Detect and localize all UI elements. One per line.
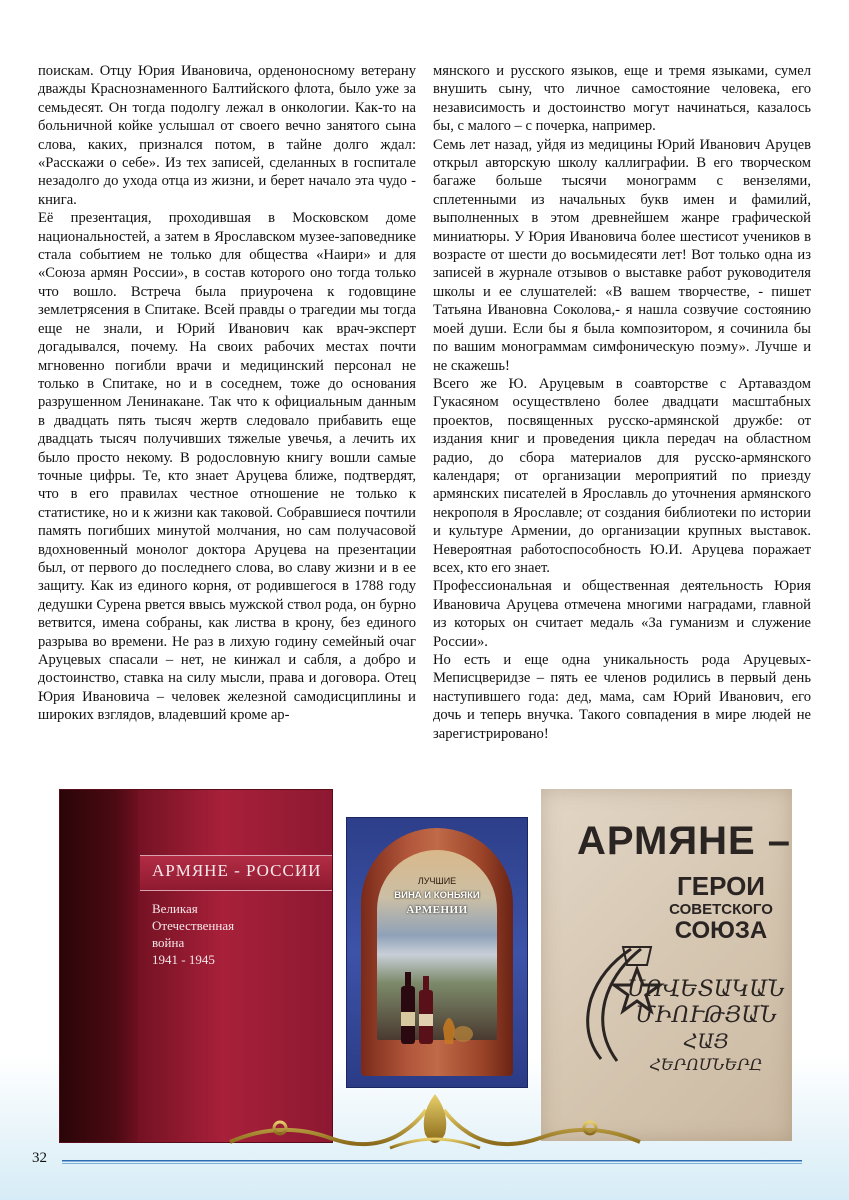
book-title-line: ЛУЧШИЕ — [417, 876, 457, 886]
book-title-line: ВИНА И КОНЬЯКИ — [394, 890, 480, 901]
book-title-line: СОЮЗА — [674, 917, 768, 944]
armenian-title-line: ՄԻՈՒԹՅԱՆ — [635, 1003, 777, 1028]
paragraph: мянского и русского языков, еще и тремя языками, сумел внушить сыну, что личное самостояние человека, его независимость и достоинство могут начинаться, казалось бы, с малого – с почерка, например. — [433, 63, 811, 135]
paragraph: Всего же Ю. Аруцевым в соавторстве с Артаваздом Гукасяном осуществлено более двадцати масштабных проектов, посвященных русско-армянской дружбе: от издания книг и проведения цикла передач на областном радио, до сбора материалов для русско-армянского календаря; от организации мероприятий по приезду армянских писателей в Ярославль до уточнения армянского некрополя в Ярославле; от создания библиотеки по истории и культуре Армении, до организации крупных выставок. Невероятная работоспособность Ю.И. Аруцева поражает всех, кто его знает. — [433, 375, 811, 576]
paragraph: Её презентация, проходившая в Московском доме национальностей, а затем в Ярославском музее-заповеднике стала событием не только для общества «Наири» и для «Союза армян России», в состав которого оно тогда только что вошло. Встреча была приурочена к годовщине землетрясения в Спитаке. Всей правды о трагедии мы тогда еще не знали, и Юрий Иванович как врач-эксперт догадывался, почему. На своих рабочих местах почти мгновенно погибли врачи и медицинский персонал не только в Спитаке, но и в соседнем, тоже до основания разрушенном Ленинакане. Так что к официальным данным в двадцать пять тысяч жертв следовало прибавить еще двадцать тысяч получивших тяжелые увечья, а лечить их было просто некому. В родословную книгу вошли самые точные цифры. Те, кто знает Аруцева ближе, подтвердят, что в его правилах честное отношение не только к статистике, но и к жизни как таковой. Собравшиеся почтили память погибших минутой молчания, но сам получасовой вдохновенный монолог доктора Аруцева на презентации был, от первого до последнего слова, во славу жизни и в ее защиту. Как из единого корня, от родившегося в 1788 году дедушки Сурена рвется ввысь мужской ствол рода, он бурно ветвится, имена собраны, как листва в крону, без единого разрыва во времени. Не раз в лихую годину семейный очаг Аруцевых спасали – нет, не кинжал и сабля, а добро и достоинство, ставка на силу мысли, права и договора. Отец Юрия Ивановича – человек железной самодисциплины и широких взглядов, владевший кроме ар- — [38, 210, 416, 724]
book-title-line: АРМЕНИИ — [406, 904, 468, 916]
book-cover-armenians-heroes — [541, 789, 792, 1141]
book-title-line: СОВЕТСКОГО — [669, 901, 773, 918]
subtitle-line: Великая — [152, 901, 198, 916]
armenian-title-line: ՀԱՅ — [683, 1029, 729, 1053]
armenian-title-line: ՀԵՐՈՍՆԵՐԸ — [649, 1055, 763, 1074]
subtitle-line: война — [152, 935, 185, 950]
armenian-title-line: ՍՈՎԵՏԱԿԱՆ — [627, 977, 785, 1002]
paragraph: Профессиональная и общественная деятельность Юрия Ивановича Аруцева отмечена многими наградами, главной из которых он считает медаль «За гуманизм и служение России». — [433, 578, 811, 650]
book-spine — [60, 790, 138, 1142]
book-cover-best-wines-cognacs — [346, 817, 528, 1088]
book-title-line: АРМЯНЕ – — [577, 819, 792, 863]
book-title-line: ГЕРОИ — [677, 871, 765, 901]
subtitle-line: 1941 - 1945 — [152, 952, 215, 967]
footer-divider — [62, 1158, 802, 1166]
text-column-right — [433, 62, 811, 743]
paragraph: Семь лет назад, уйдя из медицины Юрий Иванович Аруцев открыл авторскую школу каллиграфии. В его творческом багаже больше тысячи монограмм с вензелями, сплетенными из начальных букв имен и фамилий, выполненных в этом древнейшем жанре графической миниатюры. У Юрия Ивановича более шестисот учеников в возрасте от шести до восьмидесяти лет! Вот только одна из записей в журнале отзывов о выставке работ руководителя школы и ее слушателей: «В вашем творчестве, - пишет Татьяна Ивановна Соколова,- я нашла созвучие состоянию моей души. Если бы я была композитором, я сочинила бы по вашим монограммам симфоническую поэму». Лучше и не скажешь! — [433, 136, 811, 374]
ornament-icon — [220, 1090, 650, 1160]
bottles-illustration — [391, 968, 481, 1048]
paragraph: поискам. Отцу Юрия Ивановича, орденоносному ветерану дважды Краснознаменного Балтийского флота, было уже за семьдесят. Он тогда подолгу лежал в онкологии. Как-то на больничной койке услышал от своего вечно занятого сына слова, каких, признался потом, в тайне долго ждал: «Расскажи о себе». Из тех записей, сделанных в госпитале незадолго до ухода отца из жизни, и берет начало эта чудо - книга. — [38, 63, 416, 208]
page-number: 32 — [32, 1150, 47, 1166]
paragraph: Но есть и еще одна уникальность рода Аруцевых-Меписцверидзе – пять ее членов родились в первый день наступившего года: дед, мама, сам Юрий Иванович, его дочь и теперь внучка. Такого совпадения в мире людей не зарегистрировано! — [433, 652, 811, 742]
book-title: АРМЯНЕ - РОССИИ — [152, 861, 322, 880]
book-subtitle — [152, 900, 322, 968]
subtitle-line: Отечественная — [152, 918, 235, 933]
text-column-left — [38, 62, 416, 725]
